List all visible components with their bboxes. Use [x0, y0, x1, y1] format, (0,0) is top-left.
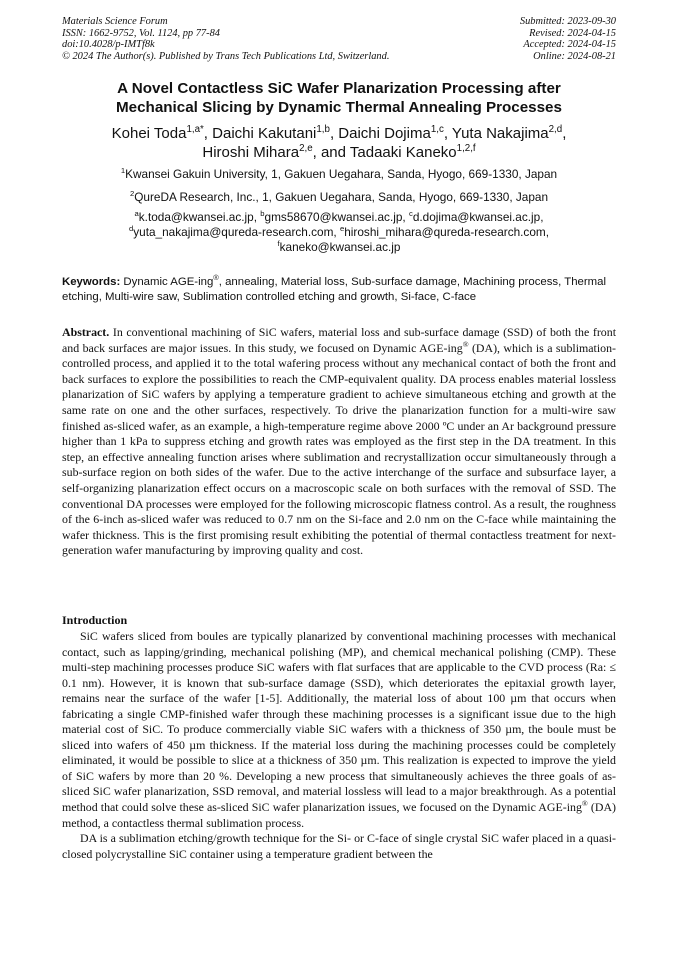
author-name: Daichi Dojima [338, 125, 431, 142]
registered-mark: ® [581, 799, 588, 809]
intro-paragraph-1 [62, 629, 616, 831]
abstract-text-1: In conventional machining of SiC wafers, material loss and sub-surface damage (SSD) of both the front and back surfaces are major issues. In this study, we focused on Dynamic AGE-ing [62, 325, 616, 355]
abstract-section [62, 325, 616, 559]
publication-dates [520, 16, 616, 62]
email-tag: c [408, 209, 413, 219]
author-and: and [320, 143, 350, 161]
author-name: Kohei Toda [111, 125, 187, 142]
author-affil: 1,c [430, 124, 444, 135]
affil-number: 2 [129, 189, 135, 199]
title-line-1: A Novel Contactless SiC Wafer Planarization Processing after [117, 80, 561, 97]
author-name: Tadaaki Kaneko [349, 143, 457, 161]
online-date: Online: 2024-08-21 [533, 50, 616, 62]
author-line-1 [40, 125, 638, 144]
author-name: Yuta Nakajima [451, 125, 549, 142]
email-link[interactable]: hiroshi_mihara@qureda-research.com [344, 225, 546, 239]
email-tag: b [260, 209, 265, 219]
affil-text: Kwansei Gakuin University, 1, Gakuen Uegahara, Sanda, Hyogo, 669-1330, Japan [125, 167, 558, 181]
author-affil: 1,b [316, 124, 330, 135]
submitted-date: Submitted: 2023-09-30 [519, 16, 616, 27]
author-affil: 1,2,f [456, 142, 476, 154]
affil-text: QureDA Research, Inc., 1, Gakuen Uegahara, Sanda, Hyogo, 669-1330, Japan [134, 190, 549, 204]
intro-paragraph-2: DA is a sublimation etching/growth technique for the Si- or C-face of single crystal SiC wafer placed in a quasi-closed polycrystalline SiC container using a temperature gradient between the [62, 831, 616, 861]
email-link[interactable]: d.dojima@kwansei.ac.jp [412, 210, 541, 224]
introduction-heading: Introduction [62, 613, 128, 627]
author-sep: , [203, 125, 213, 142]
affiliation-2 [40, 190, 638, 204]
journal-name: Materials Science Forum [62, 16, 168, 27]
introduction-body [62, 629, 616, 862]
email-link[interactable]: k.toda@kwansei.ac.jp [138, 210, 254, 224]
keywords-pre: Dynamic AGE-ing [120, 276, 214, 288]
author-affil: 2,e [299, 142, 313, 154]
intro-p1-text-2: (DA) method, a contactless thermal sublimation process. [62, 800, 616, 830]
abstract-text-2: (DA), which is a sublimation-controlled process, and applied it to the total wafering process without any mechanical contact of both the front and back surfaces to explore the possibilities to reach the CMP-equivalent quality. DA process enables material lossless planarization of SiC wafers by applying a temperature gradient to achieve simultaneous etching and growth at the same rate on one and the other surfaces, respectively. To drive the planarization function for a multi-wire saw finished as-sliced wafer, as an example, a high-temperature regime above 2000 ºC under an Ar background pressure higher than 1 kPa to suppress etching and growth rates was employed as the first step in the DA treatment. In this step, an effective annealing function arises where sublimation and recrystallization occur simultaneously through a sub-surface region on both sides of the wafer. Due to the active interchange of the surface and subsurface layer, a self-organizing planarization effect occurs on a macroscopic scale on both surfaces with the removal of SSD. The conventional DA processes were employed for the following microscopic flatness control. As a result, the roughness of the 6-inch as-sliced wafer was reduced to 0.7 nm on the Si-face and 2.0 nm on the C-face while maintaining the wafer thickness. This is the first promising result exhibiting the potential of thermal contactless treatment for next-generation wafer manufacturing by improving quality and cost. [62, 340, 616, 558]
email-line-2: $^d$yuta_nakajima@qureda-research.com, $^e$hiroshi_mihara@qureda-research.com, [128, 224, 549, 239]
accepted-date: Accepted: 2024-04-15 [523, 39, 616, 51]
email-tag: e [339, 224, 345, 234]
email-tag: f [277, 239, 280, 249]
paper-title [40, 80, 638, 117]
author-sep: , [562, 125, 567, 142]
author-name: Hiroshi Mihara [202, 143, 300, 161]
email-tag: d [128, 224, 134, 234]
email-tag: a [134, 209, 139, 219]
email-list [40, 210, 638, 255]
affil-number: 1 [120, 166, 126, 176]
author-affil: 1,a* [186, 124, 204, 135]
title-line-2: Mechanical Slicing by Dynamic Thermal Annealing Processes [116, 98, 562, 116]
email-line-3 [40, 240, 638, 255]
author-sep: , [329, 125, 339, 142]
intro-p1-text-1: SiC wafers sliced from boules are typically planarized by conventional machining processes with mechanical contact, such as lapping/grinding, mechanical polishing (MP), and chemical mechanical polishing (CMP). These multi-step machining processes produce SiC wafers with flat surfaces that are applicable to the CVD process (Ra: ≤ 0.1 nm). However, it is known that sub-surface damage (SSD), which deteriorates the epitaxial growth layer, remains near the surface of the wafer [1-5]. Additionally, the material loss of about 100 µm that occurs when fabricating a single CMP-finished wafer through these machining processes is a significant issue due to the high material cost of SiC. To produce commercially viable SiC wafers with a thickness of 350 µm, the boule must be sliced into wafers of 450 µm thickness. If the material loss during the machining processes could be completely eliminated, it would be possible to slice at a thickness of 350 µm. This realization is expected to improve the yield of SiC wafers by more than 20 %. Developing a new process that simultaneously achieves the three goals of as-sliced SiC wafer planarization, SSD removal, and material lossless will lead to a major breakthrough. As a potential method that could solve these as-sliced SiC wafer planarization issues, we focused on the Dynamic AGE-ing [62, 629, 616, 815]
doi-line: doi:10.4028/p-IMTf8k [62, 39, 155, 51]
affiliation-1 [40, 167, 638, 181]
author-sep: , [443, 125, 452, 142]
author-affil: 2,d [548, 124, 563, 135]
revised-date: Revised: 2024-04-15 [529, 27, 616, 39]
registered-mark: ® [462, 339, 469, 349]
email-line-1: $^a$k.toda@kwansei.ac.jp, $^b$gms58670@kwansei.ac.jp, $^c$d.dojima@kwansei.ac.jp, [134, 209, 544, 224]
publication-info [62, 16, 389, 62]
email-link[interactable]: kaneko@kwansei.ac.jp [279, 240, 401, 254]
author-sep: , [312, 143, 321, 161]
keywords-text: , annealing, Material loss, Sub-surface damage, Machining process, Thermal etching, Multi-wire saw, Sublimation controlled etching and growth, Si-face, C-face [62, 276, 607, 303]
author-list [40, 125, 638, 162]
author-name: Daichi Kakutani [212, 125, 317, 142]
email-link[interactable]: yuta_nakajima@qureda-research.com [133, 225, 334, 239]
keywords-section [62, 275, 616, 304]
email-link[interactable]: gms58670@kwansei.ac.jp [264, 210, 403, 224]
registered-mark: ® [213, 273, 219, 283]
abstract-label: Abstract. [62, 325, 110, 339]
issn-line: ISSN: 1662-9752, Vol. 1124, pp 77-84 [62, 27, 220, 39]
author-line-2 [40, 144, 638, 163]
keywords-label: Keywords: [62, 276, 121, 288]
copyright-line: © 2024 The Author(s). Published by Trans Tech Publications Ltd, Switzerland. [62, 50, 390, 62]
